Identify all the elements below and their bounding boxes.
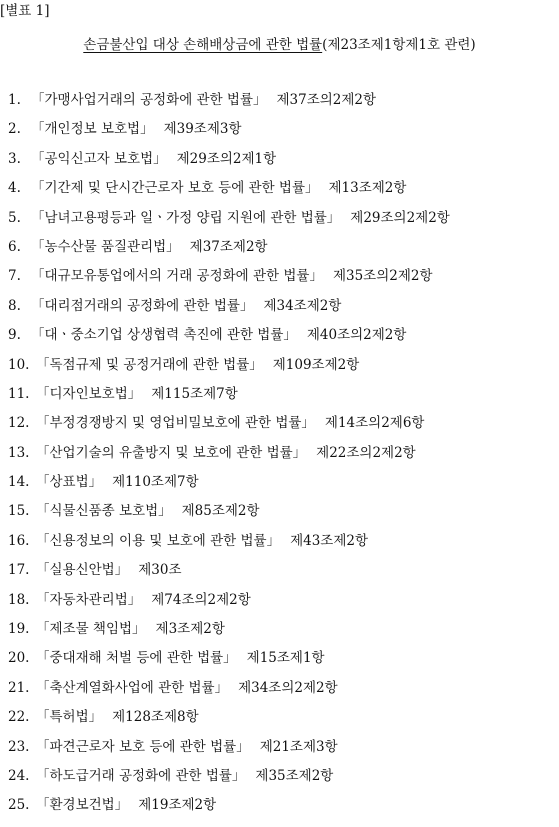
item-number: 9.: [8, 327, 21, 344]
title-law-name: 손금불산입 대상 손해배상금에 관한 법률: [83, 37, 323, 53]
item-article: 제21조제3항: [259, 738, 338, 755]
item-text: [36, 709, 199, 725]
item-article: 제109조제2항: [272, 356, 360, 373]
item-article: 제110조제7항: [112, 474, 199, 491]
item-law-name: 「파견근로자 보호 등에 관한 법률」: [36, 738, 250, 755]
item-text: [31, 239, 268, 255]
list-item: [0, 592, 559, 621]
list-item: [0, 533, 559, 562]
item-article: 제30조: [138, 562, 182, 579]
item-number: 24.: [8, 767, 30, 784]
law-list: [0, 92, 559, 827]
item-article: 제43조제2항: [290, 532, 369, 549]
item-article: 제15조제1항: [246, 650, 325, 667]
list-item: [0, 268, 559, 297]
item-number: 5.: [8, 209, 21, 226]
item-number: 16.: [8, 532, 30, 549]
item-law-name: 「식물신품종 보호법」: [36, 503, 172, 520]
item-number: 20.: [8, 650, 30, 667]
item-article: 제14조의2제6항: [324, 415, 425, 432]
item-article: 제19조제2항: [138, 797, 217, 814]
item-number: 2.: [8, 121, 21, 138]
item-law-name: 「특허법」: [36, 709, 103, 726]
list-item: [0, 298, 559, 327]
list-item: [0, 92, 559, 121]
item-text: [36, 680, 338, 696]
item-text: [36, 357, 359, 373]
list-item: [0, 210, 559, 239]
item-law-name: 「하도급거래 공정화에 관한 법률」: [36, 767, 246, 784]
item-article: 제115조제7항: [151, 385, 238, 402]
item-law-name: 「중대재해 처벌 등에 관한 법률」: [36, 650, 237, 667]
item-text: [31, 92, 376, 108]
item-number: 10.: [8, 356, 30, 373]
item-text: [31, 180, 406, 196]
list-item: [0, 797, 559, 826]
item-article: 제128조제8항: [112, 709, 199, 726]
item-law-name: 「가맹사업거래의 공정화에 관한 법률」: [31, 92, 267, 108]
item-text: [36, 503, 260, 519]
item-text: [36, 386, 238, 402]
list-item: [0, 650, 559, 679]
list-item: [0, 709, 559, 738]
item-text: [31, 210, 450, 226]
item-law-name: 「대ㆍ중소기업 상생협력 촉진에 관한 법률」: [31, 327, 297, 344]
item-law-name: 「농수산물 품질관리법」: [31, 238, 180, 255]
item-law-name: 「남녀고용평등과 일ㆍ가정 양립 지원에 관한 법률」: [31, 209, 341, 226]
item-law-name: 「부정경쟁방지 및 영업비밀보호에 관한 법률」: [36, 415, 315, 432]
list-item: [0, 239, 559, 268]
item-law-name: 「산업기술의 유출방지 및 보호에 관한 법률」: [36, 444, 307, 461]
item-number: 13.: [8, 444, 30, 461]
item-law-name: 「디자인보호법」: [36, 385, 142, 402]
item-number: 22.: [8, 709, 30, 726]
list-item: [0, 503, 559, 532]
list-item: [0, 151, 559, 180]
item-law-name: 「환경보건법」: [36, 797, 129, 814]
document-title: [0, 36, 559, 54]
item-law-name: 「신용정보의 이용 및 보호에 관한 법률」: [36, 532, 281, 549]
item-text: [36, 562, 181, 578]
item-text: [36, 621, 225, 637]
item-article: 제34조의2제2항: [238, 679, 338, 696]
item-article: 제40조의2제2항: [306, 327, 407, 344]
item-law-name: 「상표법」: [36, 474, 103, 491]
item-article: 제35조제2항: [255, 767, 334, 784]
item-text: [36, 650, 325, 666]
item-number: 19.: [8, 621, 30, 638]
list-item: [0, 386, 559, 415]
item-text: [36, 474, 199, 490]
item-text: [36, 415, 424, 431]
title-reference: (제23조제1항제1호 관련): [322, 37, 476, 53]
list-item: [0, 415, 559, 444]
list-item: [0, 121, 559, 150]
item-law-name: 「축산계열화사업에 관한 법률」: [36, 679, 229, 696]
item-article: 제34조제2항: [263, 297, 342, 314]
list-item: [0, 768, 559, 797]
item-text: [36, 739, 338, 755]
item-law-name: 「제조물 책임법」: [36, 621, 146, 638]
item-article: 제37조제2항: [189, 238, 268, 255]
item-text: [36, 797, 216, 813]
item-article: 제39조제3항: [163, 121, 242, 138]
item-text: [31, 327, 406, 343]
item-text: [36, 533, 368, 549]
item-number: 11.: [8, 385, 30, 402]
item-number: 21.: [8, 679, 30, 696]
item-number: 3.: [8, 150, 21, 167]
item-article: 제22조의2제2항: [316, 444, 416, 461]
item-number: 4.: [8, 180, 21, 197]
item-text: [31, 298, 341, 314]
item-text: [36, 592, 251, 608]
item-law-name: 「실용신안법」: [36, 562, 129, 579]
item-law-name: 「공익신고자 보호법」: [31, 150, 167, 167]
item-number: 6.: [8, 238, 21, 255]
item-article: 제74조의2제2항: [151, 591, 251, 608]
item-law-name: 「독점규제 및 공정거래에 관한 법률」: [36, 356, 263, 373]
item-text: [36, 768, 333, 784]
item-article: 제13조제2항: [328, 180, 407, 197]
list-item: [0, 357, 559, 386]
item-number: 25.: [8, 797, 30, 814]
list-item: [0, 562, 559, 591]
item-text: [31, 268, 433, 284]
item-number: 14.: [8, 474, 30, 491]
item-article: 제35조의2제2항: [332, 268, 433, 285]
list-item: [0, 474, 559, 503]
item-number: 23.: [8, 738, 30, 755]
item-number: 7.: [8, 268, 21, 285]
item-text: [36, 445, 416, 461]
list-item: [0, 680, 559, 709]
item-article: 제29조의2제1항: [176, 150, 277, 167]
item-article: 제37조의2제2항: [276, 92, 377, 108]
item-number: 18.: [8, 591, 30, 608]
item-text: [31, 121, 242, 137]
item-article: 제3조제2항: [155, 621, 225, 638]
item-law-name: 「개인정보 보호법」: [31, 121, 154, 138]
item-number: 12.: [8, 415, 30, 432]
item-article: 제85조제2항: [181, 503, 260, 520]
item-number: 17.: [8, 562, 30, 579]
item-law-name: 「기간제 및 단시간근로자 보호 등에 관한 법률」: [31, 180, 319, 197]
item-article: 제29조의2제2항: [350, 209, 450, 226]
annex-label: [별표 1]: [0, 3, 50, 19]
list-item: [0, 180, 559, 209]
item-law-name: 「대리점거래의 공정화에 관한 법률」: [31, 297, 254, 314]
item-law-name: 「자동차관리법」: [36, 591, 142, 608]
item-number: 8.: [8, 297, 21, 314]
list-item: [0, 621, 559, 650]
item-number: 15.: [8, 503, 30, 520]
item-text: [31, 151, 276, 167]
item-law-name: 「대규모유통업에서의 거래 공정화에 관한 법률」: [31, 268, 323, 285]
list-item: [0, 445, 559, 474]
list-item: [0, 739, 559, 768]
list-item: [0, 327, 559, 356]
item-number: 1.: [8, 92, 21, 108]
